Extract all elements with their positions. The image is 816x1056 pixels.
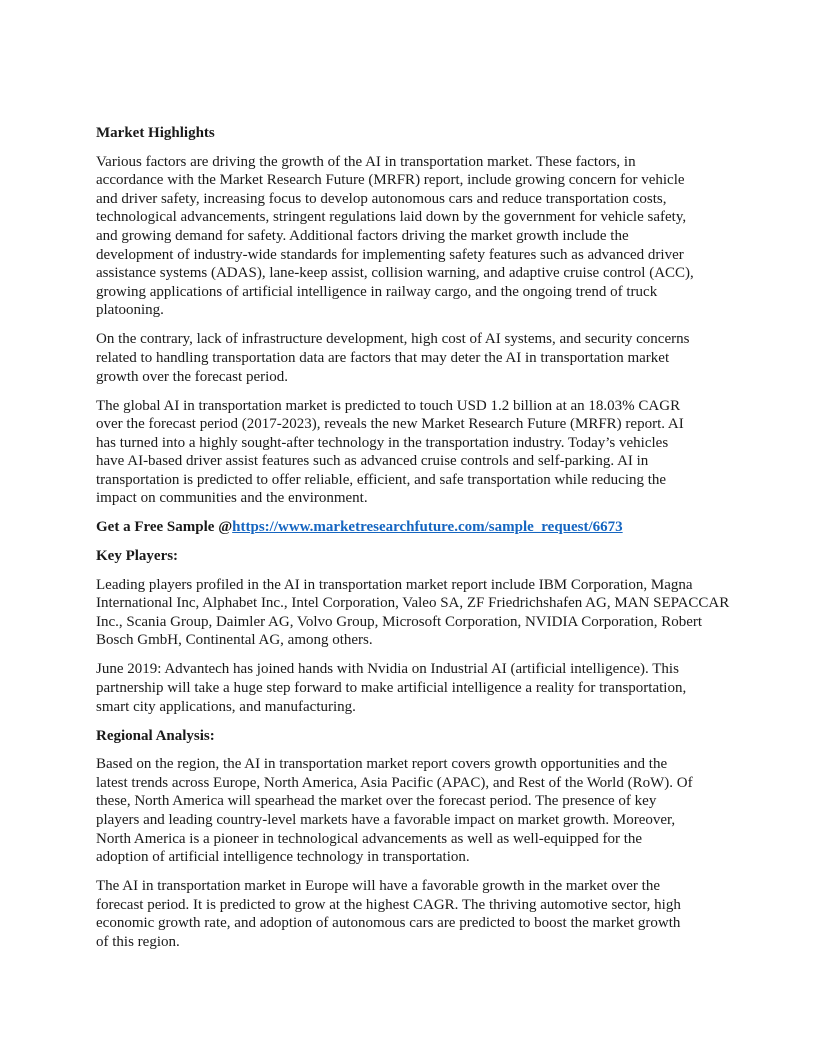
text-line: accordance with the Market Research Future (MRFR) report, include growing concern for vehicle xyxy=(96,172,685,189)
text-line: platooning. xyxy=(96,302,164,319)
text-line: forecast period. It is predicted to grow at the highest CAGR. The thriving automotive sector, high xyxy=(96,896,681,913)
free-sample-line xyxy=(96,518,736,537)
text-line: and growing demand for safety. Additional factors driving the market growth include the xyxy=(96,227,629,244)
paragraph xyxy=(96,576,736,650)
paragraph xyxy=(96,397,736,509)
text-line: have AI-based driver assist features such as advanced cruise controls and self-parking. AI in xyxy=(96,453,649,470)
free-sample-label: Get a Free Sample @ xyxy=(96,519,233,536)
text-line: latest trends across Europe, North America, Asia Pacific (APAC), and Rest of the World (RoW). Of xyxy=(96,774,693,791)
text-line: smart city applications, and manufacturing. xyxy=(96,698,356,715)
text-line: economic growth rate, and adoption of autonomous cars are predicted to boost the market growth xyxy=(96,915,681,932)
text-line: transportation is predicted to offer reliable, efficient, and safe transportation while reducing the xyxy=(96,471,667,488)
heading-key-players: Key Players: xyxy=(96,548,179,565)
text-line: partnership will take a huge step forward to make artificial intelligence a reality for transportation, xyxy=(96,680,687,696)
paragraph xyxy=(96,755,736,867)
text-line: Leading players profiled in the AI in transportation market report include IBM Corporation, Magna xyxy=(96,576,693,593)
text-line: players and leading country-level markets have a favorable impact on market growth. Moreover, xyxy=(96,811,676,828)
text-line: Inc., Scania Group, Daimler AG, Volvo Group, Microsoft Corporation, NVIDIA Corporation, Robert xyxy=(96,613,703,630)
text-line: June 2019: Advantech has joined hands with Nvidia on Industrial AI (artificial intelligence). This xyxy=(96,661,679,678)
text-line: adoption of artificial intelligence technology in transportation. xyxy=(96,849,470,866)
text-line: technological advancements, stringent regulations laid down by the government for vehicle safety, xyxy=(96,209,687,226)
text-line: related to handling transportation data are factors that may deter the AI in transportation market xyxy=(96,349,670,366)
text-line: these, North America will spearhead the market over the forecast period. The presence of key xyxy=(96,793,657,810)
text-line: The AI in transportation market in Europe will have a favorable growth in the market over the xyxy=(96,878,660,895)
text-line: and driver safety, increasing focus to develop autonomous cars and reduce transportation costs, xyxy=(96,190,667,207)
text-line: The global AI in transportation market is predicted to touch USD 1.2 billion at an 18.03% CAGR xyxy=(96,397,681,414)
text-line: has turned into a highly sought-after technology in the transportation industry. Today’s vehicles xyxy=(96,434,669,451)
text-line: North America is a pioneer in technological advancements as well as well-equipped for the xyxy=(96,830,643,847)
text-line: development of industry-wide standards for implementing safety features such as advanced driver xyxy=(96,246,684,263)
text-line: growth over the forecast period. xyxy=(96,368,289,385)
paragraph xyxy=(96,660,736,716)
paragraph xyxy=(96,330,736,386)
text-line: of this region. xyxy=(96,933,180,950)
heading-regional-analysis: Regional Analysis: xyxy=(96,727,215,744)
paragraph xyxy=(96,877,736,951)
text-line: Based on the region, the AI in transportation market report covers growth opportunities and the xyxy=(96,756,668,773)
text-line: over the forecast period (2017-2023), reveals the new Market Research Future (MRFR) report. AI xyxy=(96,416,684,433)
paragraph xyxy=(96,153,736,320)
document-page xyxy=(96,124,736,962)
text-line: Bosch GmbH, Continental AG, among others. xyxy=(96,632,373,649)
heading-market-highlights: Market Highlights xyxy=(96,125,215,141)
text-line: International Inc, Alphabet Inc., Intel Corporation, Valeo SA, ZF Friedrichshafen AG, MAN SEPACCAR xyxy=(96,595,730,612)
sample-request-link[interactable]: https://www.marketresearchfuture.com/sample_request/6673 xyxy=(232,519,623,536)
text-line: growing applications of artificial intelligence in railway cargo, and the ongoing trend of truck xyxy=(96,283,658,300)
text-line: impact on communities and the environment. xyxy=(96,490,368,507)
text-line: assistance systems (ADAS), lane-keep assist, collision warning, and adaptive cruise control (ACC), xyxy=(96,265,694,282)
text-line: Various factors are driving the growth of the AI in transportation market. These factors, in xyxy=(96,153,636,170)
text-line: On the contrary, lack of infrastructure development, high cost of AI systems, and security concerns xyxy=(96,331,690,348)
